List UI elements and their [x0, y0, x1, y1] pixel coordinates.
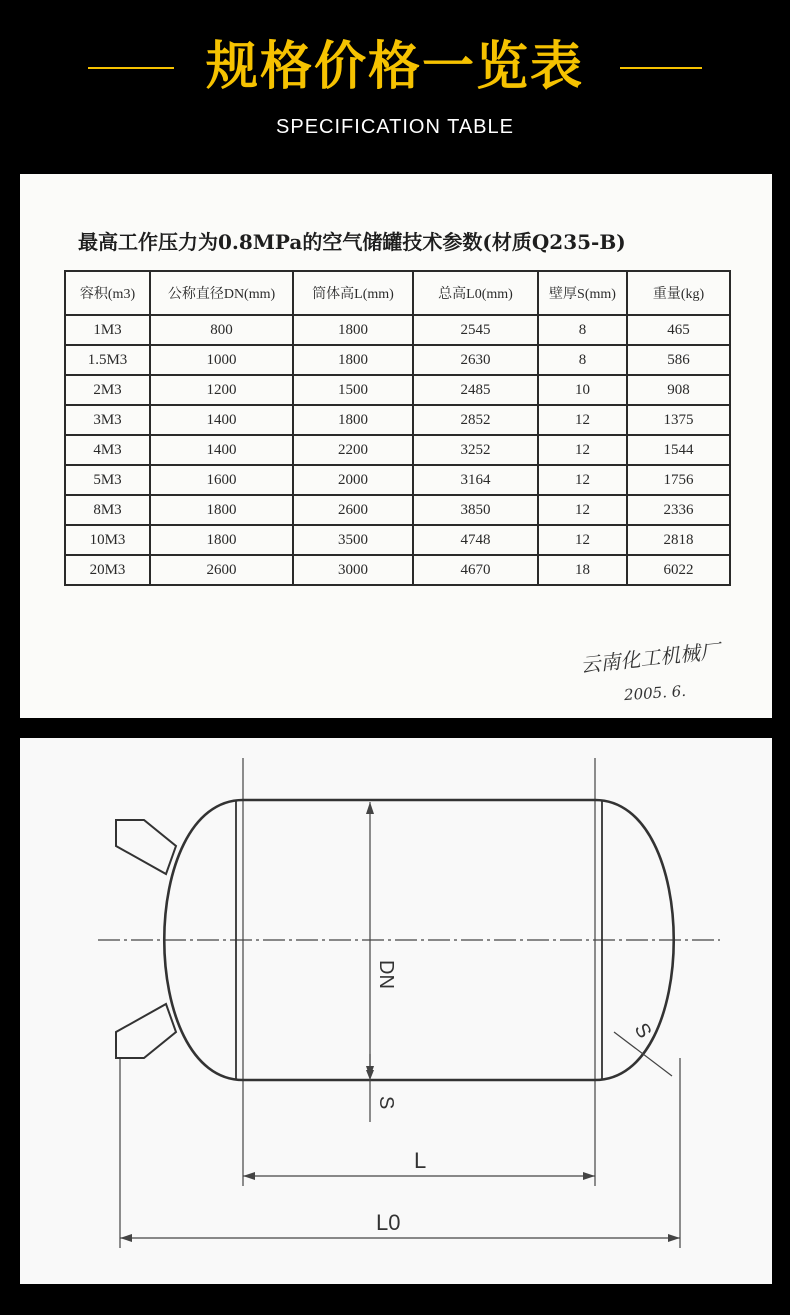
support-leg-upper	[116, 820, 176, 874]
cell-volume: 5M3	[65, 465, 150, 495]
cell-wall-thickness: 8	[538, 315, 627, 345]
table-header-row	[65, 271, 730, 315]
cell-weight: 1544	[627, 435, 730, 465]
cell-weight: 1756	[627, 465, 730, 495]
cell-weight: 6022	[627, 555, 730, 585]
cell-weight: 586	[627, 345, 730, 375]
label-diameter: DN	[375, 960, 397, 989]
handwritten-signature: 云南化工机械厂	[579, 638, 722, 678]
length-arrow-right	[583, 1172, 595, 1180]
cell-shell-height: 2200	[293, 435, 413, 465]
cell-total-height: 2545	[413, 315, 538, 345]
table-row	[65, 435, 730, 465]
cell-total-height: 2485	[413, 375, 538, 405]
cell-volume: 10M3	[65, 525, 150, 555]
cell-diameter: 1200	[150, 375, 293, 405]
total-length-arrow-left	[120, 1234, 132, 1242]
cell-total-height: 4670	[413, 555, 538, 585]
cell-total-height: 2630	[413, 345, 538, 375]
header-volume: 容积(m3)	[65, 271, 150, 315]
title-divider-left	[88, 67, 174, 69]
cell-shell-height: 3500	[293, 525, 413, 555]
cell-volume: 2M3	[65, 375, 150, 405]
cell-wall-thickness: 12	[538, 405, 627, 435]
length-arrow-left	[243, 1172, 255, 1180]
header-wall-thickness: 壁厚S(mm)	[538, 271, 627, 315]
cell-total-height: 3850	[413, 495, 538, 525]
cell-diameter: 800	[150, 315, 293, 345]
header-total-height: 总高L0(mm)	[413, 271, 538, 315]
cell-volume: 20M3	[65, 555, 150, 585]
cell-weight: 908	[627, 375, 730, 405]
cell-total-height: 4748	[413, 525, 538, 555]
table-row	[65, 315, 730, 345]
table-row	[65, 465, 730, 495]
title-divider-right	[620, 67, 702, 69]
cell-volume: 1.5M3	[65, 345, 150, 375]
cell-diameter: 1800	[150, 495, 293, 525]
handwritten-date: 2005. 6.	[623, 681, 687, 705]
tank-drawing	[20, 738, 772, 1284]
tank-drawing-panel	[20, 738, 772, 1284]
document-title: 最高工作压力为0.8MPa的空气储罐技术参数(材质Q235-B)	[78, 230, 626, 254]
label-thickness-center: S	[375, 1096, 397, 1110]
cell-volume: 3M3	[65, 405, 150, 435]
cell-diameter: 1400	[150, 405, 293, 435]
cell-volume: 1M3	[65, 315, 150, 345]
cell-weight: 465	[627, 315, 730, 345]
cell-total-height: 2852	[413, 405, 538, 435]
cell-shell-height: 1800	[293, 345, 413, 375]
cell-total-height: 3252	[413, 435, 538, 465]
cell-shell-height: 1800	[293, 405, 413, 435]
spec-document	[20, 174, 772, 718]
thickness-arrow	[366, 1070, 374, 1080]
head-thickness-line	[614, 1032, 672, 1076]
cell-diameter: 1600	[150, 465, 293, 495]
page-title: 规格价格一览表	[205, 37, 584, 97]
diameter-arrow-top	[366, 802, 374, 814]
title-row	[0, 28, 790, 108]
table-row	[65, 525, 730, 555]
table-row	[65, 495, 730, 525]
total-length-arrow-right	[668, 1234, 680, 1242]
cell-weight: 2818	[627, 525, 730, 555]
cell-diameter: 1000	[150, 345, 293, 375]
table-row	[65, 405, 730, 435]
cell-shell-height: 1500	[293, 375, 413, 405]
table-row	[65, 375, 730, 405]
cell-wall-thickness: 8	[538, 345, 627, 375]
cell-diameter: 2600	[150, 555, 293, 585]
label-total-length: L0	[376, 1210, 401, 1235]
page-subtitle: SPECIFICATION TABLE	[276, 116, 514, 138]
cell-shell-height: 3000	[293, 555, 413, 585]
cell-weight: 2336	[627, 495, 730, 525]
spec-table	[64, 270, 731, 586]
cell-diameter: 1400	[150, 435, 293, 465]
table-row	[65, 345, 730, 375]
header-diameter: 公称直径DN(mm)	[150, 271, 293, 315]
cell-volume: 8M3	[65, 495, 150, 525]
cell-volume: 4M3	[65, 435, 150, 465]
cell-diameter: 1800	[150, 525, 293, 555]
support-leg-lower	[116, 1004, 176, 1058]
cell-wall-thickness: 12	[538, 465, 627, 495]
cell-shell-height: 2000	[293, 465, 413, 495]
cell-shell-height: 1800	[293, 315, 413, 345]
header-shell-height: 筒体高L(mm)	[293, 271, 413, 315]
cell-weight: 1375	[627, 405, 730, 435]
cell-wall-thickness: 18	[538, 555, 627, 585]
cell-wall-thickness: 12	[538, 435, 627, 465]
cell-wall-thickness: 12	[538, 525, 627, 555]
header-weight: 重量(kg)	[627, 271, 730, 315]
cell-wall-thickness: 10	[538, 375, 627, 405]
cell-wall-thickness: 12	[538, 495, 627, 525]
cell-total-height: 3164	[413, 465, 538, 495]
cell-shell-height: 2600	[293, 495, 413, 525]
label-thickness-head: S	[629, 1019, 656, 1043]
header-banner	[0, 0, 790, 170]
label-length: L	[414, 1148, 427, 1173]
table-row	[65, 555, 730, 585]
